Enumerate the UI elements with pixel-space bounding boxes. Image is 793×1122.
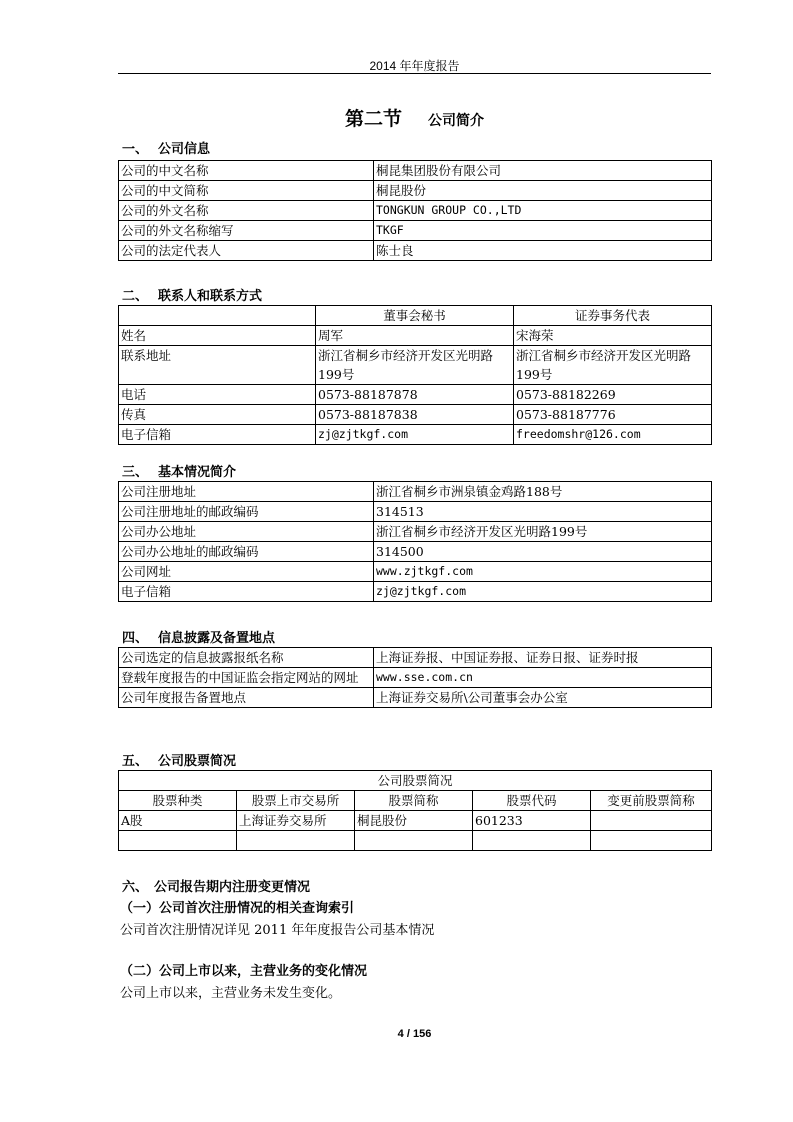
row-value: www.sse.com.cn (374, 668, 712, 688)
chapter-title (118, 104, 711, 131)
row-value: 桐昆股份 (374, 181, 712, 201)
subsection-heading-first-registration: （一）公司首次注册情况的相关查询索引 (120, 901, 355, 916)
row-value: freedomshr@126.com (514, 425, 712, 445)
row-label: 公司的外文名称 (119, 201, 374, 221)
section-heading-stock (122, 750, 236, 769)
section-title: 公司信息 (158, 142, 211, 157)
section-heading-contacts (122, 285, 262, 304)
company-info-table (118, 160, 712, 261)
row-value: 陈士良 (374, 241, 712, 261)
row-value: 314513 (374, 502, 712, 522)
section-title: 联系人和联系方式 (158, 289, 263, 304)
table-caption-row (119, 771, 712, 791)
row-label: 公司办公地址的邮政编码 (119, 542, 374, 562)
table-row (119, 241, 712, 261)
section-heading-disclosure (122, 627, 275, 646)
table-row (119, 425, 712, 445)
section-number: 四、 (122, 631, 149, 646)
row-value: 0573-88187878 (316, 385, 514, 405)
header-cell: 董事会秘书 (316, 306, 514, 326)
row-label: 公司年度报告备置地点 (119, 688, 374, 708)
row-value: 周军 (316, 326, 514, 346)
table-header-row (119, 306, 712, 326)
table-row (119, 502, 712, 522)
row-value: 浙江省桐乡市经济开发区光明路199号 (514, 346, 712, 385)
disclosure-table (118, 647, 712, 708)
table-row (119, 522, 712, 542)
header-cell (119, 306, 316, 326)
table-header-row (119, 791, 712, 811)
row-value: TKGF (374, 221, 712, 241)
header-cell: 变更前股票简称 (591, 791, 712, 811)
table-row (119, 668, 712, 688)
header-cell: 股票上市交易所 (237, 791, 355, 811)
row-label: 联系地址 (119, 346, 316, 385)
section-heading-basic-info (122, 461, 236, 480)
row-value: 浙江省桐乡市洲泉镇金鸡路188号 (374, 482, 712, 502)
table-row (119, 688, 712, 708)
row-label: 公司注册地址 (119, 482, 374, 502)
table-row (119, 161, 712, 181)
row-label: 登载年度报告的中国证监会指定网站的网址 (119, 668, 374, 688)
section-heading-registration (122, 876, 310, 895)
table-row (119, 385, 712, 405)
table-row (119, 221, 712, 241)
cell: A股 (119, 811, 237, 831)
section-number: 六、 (122, 880, 149, 895)
row-label: 公司的外文名称缩写 (119, 221, 374, 241)
table-row (119, 482, 712, 502)
cell (591, 811, 712, 831)
row-label: 公司的法定代表人 (119, 241, 374, 261)
row-label: 公司的中文简称 (119, 181, 374, 201)
row-label: 公司的中文名称 (119, 161, 374, 181)
row-value: 上海证券交易所\公司董事会办公室 (374, 688, 712, 708)
section-number: 一、 (122, 142, 149, 157)
section-heading-company-info (122, 138, 210, 157)
table-title: 公司股票简况 (119, 771, 712, 791)
row-label: 公司选定的信息披露报纸名称 (119, 648, 374, 668)
table-row (119, 346, 712, 385)
header-cell: 股票种类 (119, 791, 237, 811)
section-number: 三、 (122, 465, 149, 480)
report-header-title: 2014 年年度报告 (369, 59, 460, 73)
stock-table (118, 770, 712, 851)
page-number: 4 / 156 (397, 1028, 432, 1040)
row-value: 0573-88187838 (316, 405, 514, 425)
basic-info-table (118, 481, 712, 602)
header-cell: 股票简称 (355, 791, 473, 811)
row-value: 0573-88187776 (514, 405, 712, 425)
table-row (119, 648, 712, 668)
header-divider (118, 73, 711, 74)
cell (355, 831, 473, 851)
row-label: 传真 (119, 405, 316, 425)
row-value: zj@zjtkgf.com (374, 582, 712, 602)
row-value: 宋海荣 (514, 326, 712, 346)
table-row (119, 326, 712, 346)
table-row (119, 582, 712, 602)
cell (119, 831, 237, 851)
paragraph-first-registration: 公司首次注册情况详见 2011 年年度报告公司基本情况 (120, 923, 435, 938)
row-label: 电话 (119, 385, 316, 405)
table-row (119, 201, 712, 221)
table-row (119, 542, 712, 562)
table-row (119, 811, 712, 831)
chapter-number: 第二节 (344, 108, 402, 130)
cell (473, 831, 591, 851)
row-label: 公司办公地址 (119, 522, 374, 542)
contacts-table (118, 305, 712, 445)
row-label: 电子信箱 (119, 425, 316, 445)
row-label: 姓名 (119, 326, 316, 346)
header-cell: 股票代码 (473, 791, 591, 811)
table-row (119, 405, 712, 425)
row-value: 314500 (374, 542, 712, 562)
cell: 上海证券交易所 (237, 811, 355, 831)
cell (591, 831, 712, 851)
cell: 601233 (473, 811, 591, 831)
section-title: 公司股票简况 (158, 754, 237, 769)
row-value: www.zjtkgf.com (374, 562, 712, 582)
paragraph-business-changes: 公司上市以来，主营业务未发生变化。 (120, 986, 342, 1001)
section-title: 信息披露及备置地点 (158, 631, 276, 646)
table-row (119, 181, 712, 201)
row-label: 公司网址 (119, 562, 374, 582)
section-number: 二、 (122, 289, 149, 304)
row-label: 电子信箱 (119, 582, 374, 602)
cell: 桐昆股份 (355, 811, 473, 831)
subsection-heading-business-changes: （二）公司上市以来，主营业务的变化情况 (120, 964, 368, 979)
row-label: 公司注册地址的邮政编码 (119, 502, 374, 522)
row-value: 0573-88182269 (514, 385, 712, 405)
row-value: 浙江省桐乡市经济开发区光明路199号 (316, 346, 514, 385)
row-value: TONGKUN GROUP CO.,LTD (374, 201, 712, 221)
row-value: 桐昆集团股份有限公司 (374, 161, 712, 181)
section-title: 公司报告期内注册变更情况 (154, 880, 311, 895)
section-title: 基本情况简介 (158, 465, 237, 480)
header-cell: 证券事务代表 (514, 306, 712, 326)
row-value: 上海证券报、中国证券报、证券日报、证券时报 (374, 648, 712, 668)
cell (237, 831, 355, 851)
row-value: 浙江省桐乡市经济开发区光明路199号 (374, 522, 712, 542)
table-row-empty (119, 831, 712, 851)
table-row (119, 562, 712, 582)
chapter-name: 公司简介 (428, 113, 484, 129)
row-value: zj@zjtkgf.com (316, 425, 514, 445)
section-number: 五、 (122, 754, 149, 769)
